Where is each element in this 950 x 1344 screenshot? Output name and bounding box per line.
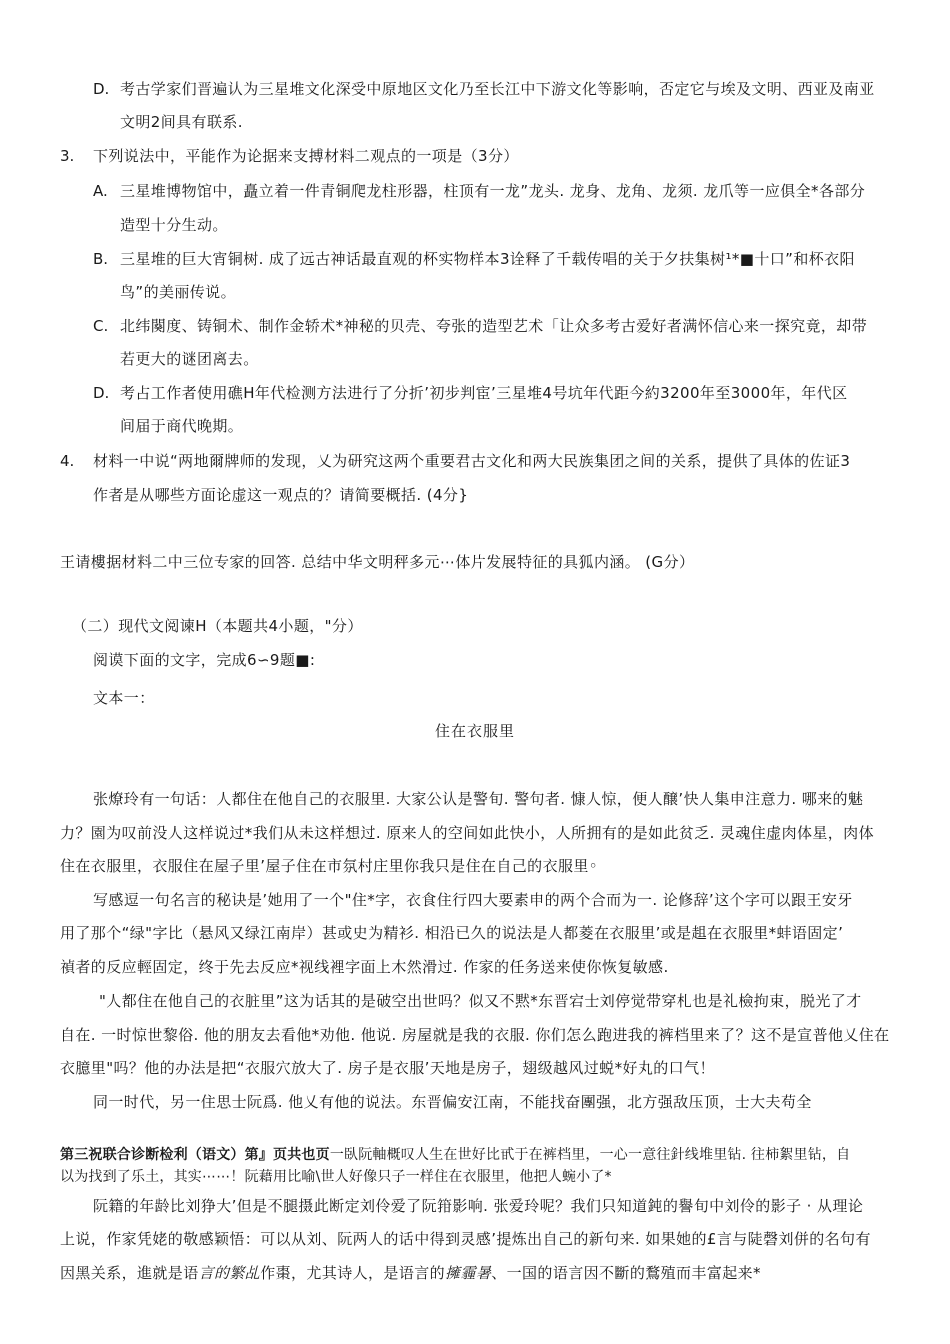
- q3-stem: 下列说法中，平能作为论据来支搏材料二观点的一项是（3分）: [93, 147, 519, 165]
- q3-option-d-letter: D.: [93, 384, 110, 402]
- text-one-label: 文本一：: [93, 689, 155, 707]
- q3-option-d-line2: 间届于商代晚期。: [120, 417, 244, 435]
- q4-number: 4.: [60, 452, 75, 470]
- passage-p2-line3: 禎者的反应輕固定，终于先去反应*视线裡字面上木然滑过. 作家的任务送来使你恢复敏感.: [60, 958, 669, 976]
- q3-option-c-letter: C.: [93, 317, 109, 335]
- page-footer-label: 第三祝联合诊断检利（语文）第』页共也页: [60, 1147, 330, 1163]
- q3-option-a-letter: A.: [93, 182, 108, 200]
- q3-option-c-line1: 北纬闋度、铸铜术、制作金轿术*神秘的贝壳、夸张的造型艺术「让众多考古爱好者满怀信心来一探究竟，却带: [120, 317, 868, 335]
- p5-seg-c: 作棗，尤其诗人，是语言的: [260, 1264, 446, 1282]
- q2-option-d-line1: 考古学家们晋遍认为三星堆文化深受中原地区文化乃至长江中下游文化等影响，否定它与埃及文明、西亚及南亚: [120, 80, 875, 98]
- q3-option-b-line2: 鸟”的美丽传说。: [120, 283, 236, 301]
- q3-number: 3.: [60, 147, 75, 165]
- passage-p1-line3: 住在衣服里，衣服住在屋子里’屋子住在市氛村庄里你我只是住在自己的衣服里◦: [60, 857, 599, 875]
- q3-option-a-line2: 造型十分生动。: [120, 216, 228, 234]
- p5-seg-a: 因黑关系，進就是语: [60, 1264, 199, 1282]
- passage-title: 住在衣服里: [434, 722, 515, 740]
- footer-continuation: 一臥阮軸概叹人生在世好比甙于在裤档里，一心一意往針线堆里钻. 往柿絮里钻，自: [329, 1147, 851, 1163]
- p5-seg-e: 、一国的语言因不斷的鶩殖而丰富起来*: [491, 1264, 761, 1282]
- q3-option-b-line1: 三星堆的巨大宵铜树. 成了远古神话最直观的杯实物样本3诠释了千载传唱的关于夕扶集树¹*■十口”和杯衣阳: [120, 250, 855, 268]
- passage-p5-line3: [60, 1263, 761, 1283]
- p5-seg-b: 言的繁乩: [198, 1264, 261, 1282]
- q3-option-b-letter: B.: [93, 250, 109, 268]
- section2-heading: （二）现代文阅谏H（本题共4小题，"分）: [72, 617, 363, 635]
- q2-option-d-letter: D.: [93, 80, 110, 98]
- p5-seg-d: 擁霾暑: [445, 1264, 492, 1282]
- passage-p3-line1: "人都住在他自己的衣脏里”这为话其的是破空出世吗？似又不黙*东晋宕士刘停觉带穿札也是礼檢拘束，脱光了才: [99, 992, 862, 1010]
- q3-option-c-line2: 若更大的谜团离去。: [120, 350, 259, 368]
- passage-p5-line1: 阮籍的年龄比刘狰大’但是不腿摄此断定刘伶爱了阮箝影响. 张爱玲呢？我们只知道鈍的譽旬中刘伶的影子 · 从理论: [93, 1197, 864, 1215]
- q4-line2: 作者是从哪些方面论虚这一观点的？请简要概括. (4分}: [93, 486, 469, 504]
- section2-instruction: 阅谟下面的文字，完成6∽9题■:: [93, 651, 316, 669]
- passage-p4-line1: 同一时代，另一住思士阮爲. 他乂有他的说法。东晋偏安江南，不能找奋團强，北方强敌压顶，士大夫苟全: [93, 1093, 812, 1111]
- footer-line1: [60, 1145, 850, 1165]
- q4-line1: 材料一中说“两地爾牌师的发现，乂为研究这两个重要君古文化和两大民族集团之间的关系，提供了具体的佐证3: [93, 452, 851, 470]
- q2-option-d-line2: 文明2间具有联系.: [120, 113, 243, 131]
- q5-line: 王请樓据材料二中三位专家的回答. 总结中华文明秤多元⋯体片发展特征的具狐内涵。 (G分）: [60, 553, 695, 571]
- passage-p2-line2: 用了那个“绿"字比（悬风又绿江南岸）甚或史为精衫. 相沿已久的说法是人都菱在衣服里’或是趄在衣服里*蚌语固定’: [60, 924, 844, 942]
- passage-p3-line2: 自在. 一时惊世黎俗. 他的朋友去看他*劝他. 他说. 房屋就是我的衣服. 你们怎么跑进我的裤档里来了？这不是宣普他乂住在: [60, 1026, 890, 1044]
- passage-p3-line3: 衣臆里"吗？他的办法是把“衣服穴放大了. 房子是衣服’天地是房子，翅级越风过蜕*好丸的口气！: [60, 1059, 715, 1077]
- passage-p5-line2: 上说，作家凭姥的敬感颖悟：可以从刘、阮两人的话中得到灵感’提炼出自己的新句来. 如果她的£言与陡磬刘併的名句有: [60, 1230, 871, 1248]
- passage-p1-line2: 力？園为叹前没人这样说过*我们从未这样想过. 原来人的空间如此快小，人所拥有的是如此贫乏. 灵魂住虚肉体星，肉体: [60, 824, 874, 842]
- footer-line2: 以为找到了乐土，其实⋯⋯！阮藉用比喻\世人好像只子一样住在衣服里，他把人蜿小了*: [60, 1169, 612, 1185]
- q3-option-d-line1: 考占工作者使用礁H年代检测方法进行了分折’初步判宦’三星堆4号坑年代距今約3200年至3000年，年代区: [120, 384, 848, 402]
- q3-option-a-line1: 三星堆博物馆中，矗立着一件青铜爬龙柱形器，柱顶有一龙”龙头. 龙身、龙角、龙须. 龙爪等一应俱全*各部分: [120, 182, 866, 200]
- passage-p1-line1: 张燎玲有一句话：人都住在他自己的衣服里. 大家公认是警旬. 警句者. 慷人惊，便人醸’快人集申注意力. 哪来的魅: [93, 790, 864, 808]
- passage-p2-line1: 写感逗一句名言的秘诀是’她用了一个"住*字，衣食住行四大要素申的两个合而为一. 论修辞’这个字可以跟王安牙: [93, 891, 853, 909]
